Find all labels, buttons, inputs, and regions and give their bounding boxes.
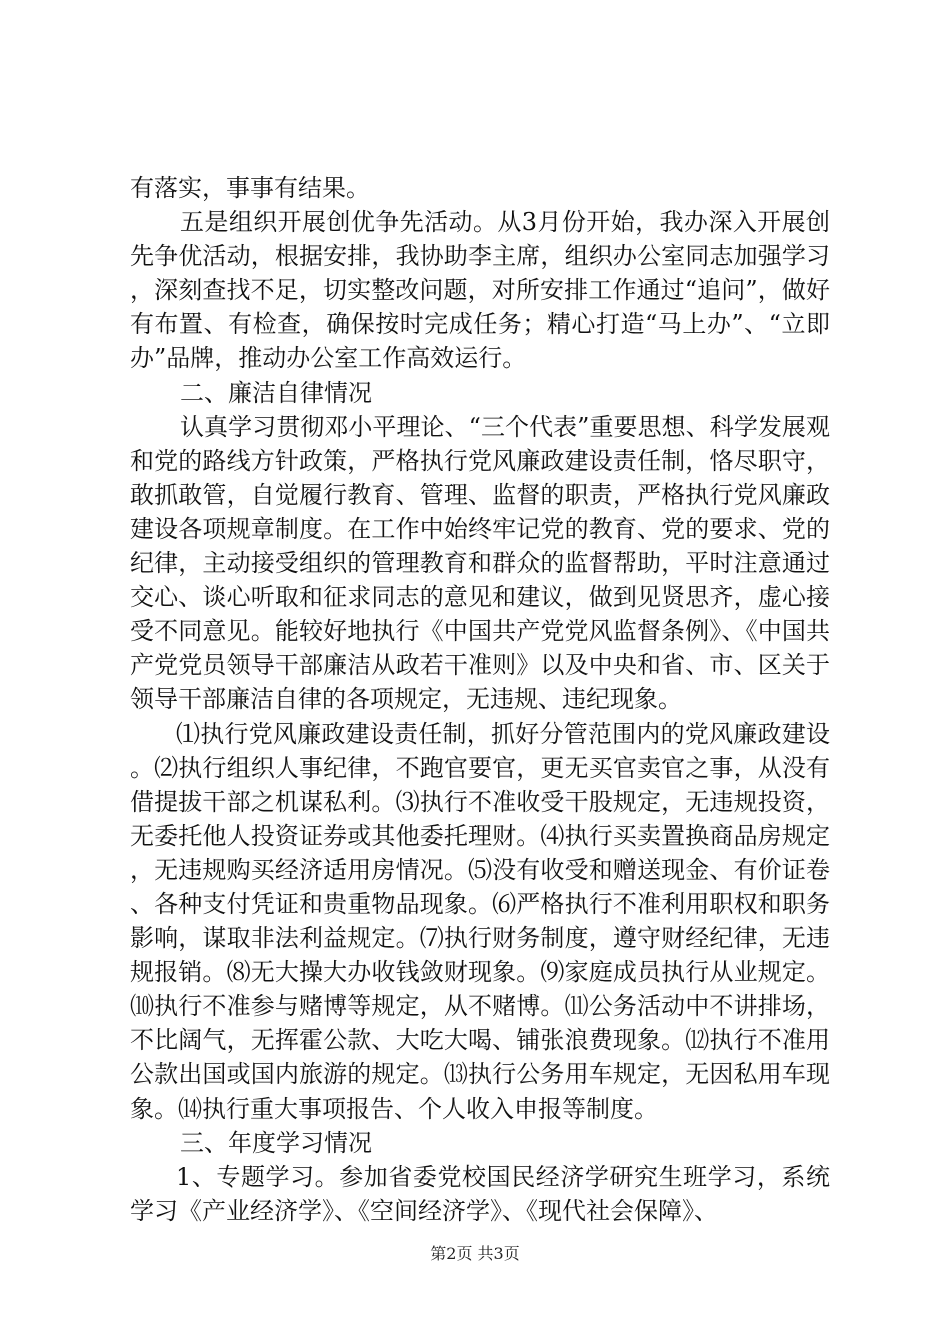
document-body: [130, 171, 830, 1228]
paragraph-integrity: 认真学习贯彻邓小平理论、“三个代表”重要思想、科学发展观和党的路线方针政策，严格执行党风廉政建设责任制，恪尽职守，敢抓敢管，自觉履行教育、管理、监督的职责，严格执行党风廉政建设各项规章制度。在工作中始终牢记党的教育、党的要求、党的纪律，主动接受组织的管理教育和群众的监督帮助，平时注意通过交心、谈心听取和征求同志的意见和建议，做到见贤思齐，虚心接受不同意见。能较好地执行《中国共产党党风监督条例》、《中国共产党党员领导干部廉洁从政若干准则》以及中央和省、市、区关于领导干部廉洁自律的各项规定，无违规、违纪现象。: [130, 412, 830, 714]
paragraph-integrity-items: ⑴执行党风廉政建设责任制，抓好分管范围内的党风廉政建设。⑵执行组织人事纪律，不跑官要官，更无买官卖官之事，从没有借提拔干部之机谋私利。⑶执行不准收受干股规定，无违规投资，无委托他人投资证券或其他委托理财。⑷执行买卖置换商品房规定，无违规购买经济适用房情况。⑸没有收受和赠送现金、有价证卷、各种支付凭证和贵重物品现象。⑹严格执行不准利用职权和职务影响，谋取非法利益规定。⑺执行财务制度，遵守财经纪律，无违规报销。⑻无大操大办收钱敛财现象。⑼家庭成员执行从业规定。⑽执行不准参与赌博等规定，从不赌博。⑾公务活动中不讲排场，不比阔气，无挥霍公款、大吃大喝、铺张浪费现象。⑿执行不准用公款出国或国内旅游的规定。⒀执行公务用车规定，无因私用车现象。⒁执行重大事项报告、个人收入申报等制度。: [130, 719, 830, 1123]
paragraph-item-five: 五是组织开展创优争先活动。从3月份开始，我办深入开展创先争优活动，根据安排，我协助李主席，组织办公室同志加强学习，深刻查找不足，切实整改问题，对所安排工作通过“追问”，做好有布置、有检查，确保按时完成任务；精心打造“马上办”、“立即办”品牌，推动办公室工作高效运行。: [130, 208, 830, 373]
section-heading-study: 三、年度学习情况: [180, 1128, 372, 1157]
page-footer: 第2页 共3页: [430, 1244, 520, 1263]
section-heading-integrity: 二、廉洁自律情况: [180, 378, 372, 407]
paragraph-study: 1、专题学习。参加省委党校国民经济学研究生班学习，系统学习《产业经济学》、《空间经济学》、《现代社会保障》、: [130, 1162, 830, 1225]
paragraph-continuation: 有落实，事事有结果。: [130, 174, 370, 202]
